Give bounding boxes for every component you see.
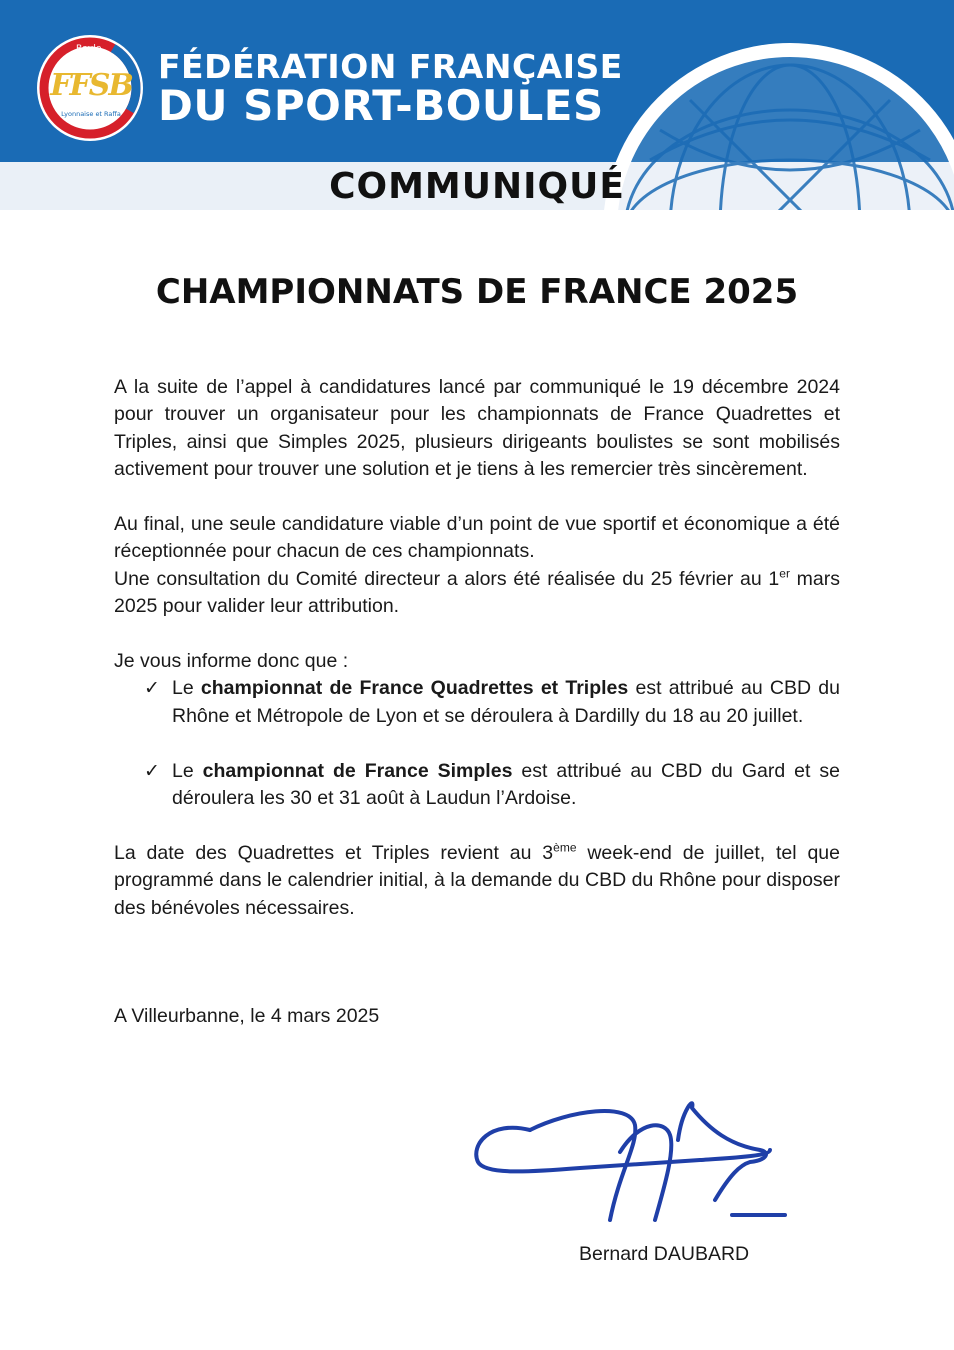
attribution-list	[114, 675, 840, 812]
list-item-bold: championnat de France Quadrettes et Triples	[200, 677, 629, 700]
consultation-text: Une consultation du Comité directeur a alors été réalisée du 25 février au 1	[114, 567, 780, 590]
list-item-bold: championnat de France Simples	[202, 759, 513, 782]
date-change-text: La date des Quadrettes et Triples revient au 3	[114, 841, 554, 864]
date-change-text-end: week-end de juillet, tel que programmé dans le calendrier initial, à la demande du CBD du Rhône pour disposer des bénévoles nécessaires.	[114, 841, 840, 919]
handwritten-signature	[470, 1090, 800, 1230]
communique-banner: COMMUNIQUÉ	[329, 166, 625, 207]
list-item: ✓ Le championnat de France Simples est attribué au CBD du Gard et se déroulera les 30 et 31 août à Laudun l’Ardoise.	[144, 759, 841, 810]
ffsb-logo	[36, 34, 144, 142]
paragraph-consultation	[114, 566, 840, 621]
checkmark-icon: ✓	[144, 678, 160, 700]
logo-ring-bottom: Lyonnaise et Raffa	[61, 110, 121, 118]
letter-body	[114, 374, 840, 922]
document-title: CHAMPIONNATS DE FRANCE 2025	[155, 272, 799, 312]
letterhead	[0, 0, 954, 210]
list-item: ✓ Le championnat de France Quadrettes et Triples est attribué au CBD du Rhône et Métropole de Lyon et se déroulera à Dardilly du 18 au 20 juillet.	[144, 677, 840, 727]
signer-name: Bernard DAUBARD	[579, 1243, 750, 1265]
paragraph-intro: Je vous informe donc que :	[114, 650, 349, 673]
logo-monogram: FFSB	[50, 68, 132, 103]
paragraph-call-for-bids: A la suite de l’appel à candidatures lancé par communiqué le 19 décembre 2024 pour trouver un organisateur pour les championnats de France Quadrettes et Triples, ainsi que Simples 2025, plusieurs dirigeants boulistes se sont mobilisés activement pour trouver une solution et je tiens à les remercier très sincèrement.	[114, 376, 840, 481]
paragraph-single-candidacy: Au final, une seule candidature viable d’un point de vue sportif et économique a été réceptionnée pour chacun de ces championnats.	[114, 513, 840, 563]
federation-name-line2: DU SPORT-BOULES	[158, 81, 604, 130]
consultation-text-end: mars 2025 pour valider leur attribution.	[114, 567, 840, 618]
federation-name	[158, 47, 623, 130]
paragraph-date-change	[114, 840, 840, 922]
federation-name-line1: FÉDÉRATION FRANÇAISE	[158, 47, 623, 86]
logo-ring-top: Boule	[76, 44, 102, 54]
consultation-superscript: er	[779, 566, 790, 581]
place-and-date: A Villeurbanne, le 4 mars 2025	[114, 1005, 380, 1027]
checkmark-icon: ✓	[144, 760, 160, 782]
date-change-superscript: ème	[553, 840, 577, 855]
